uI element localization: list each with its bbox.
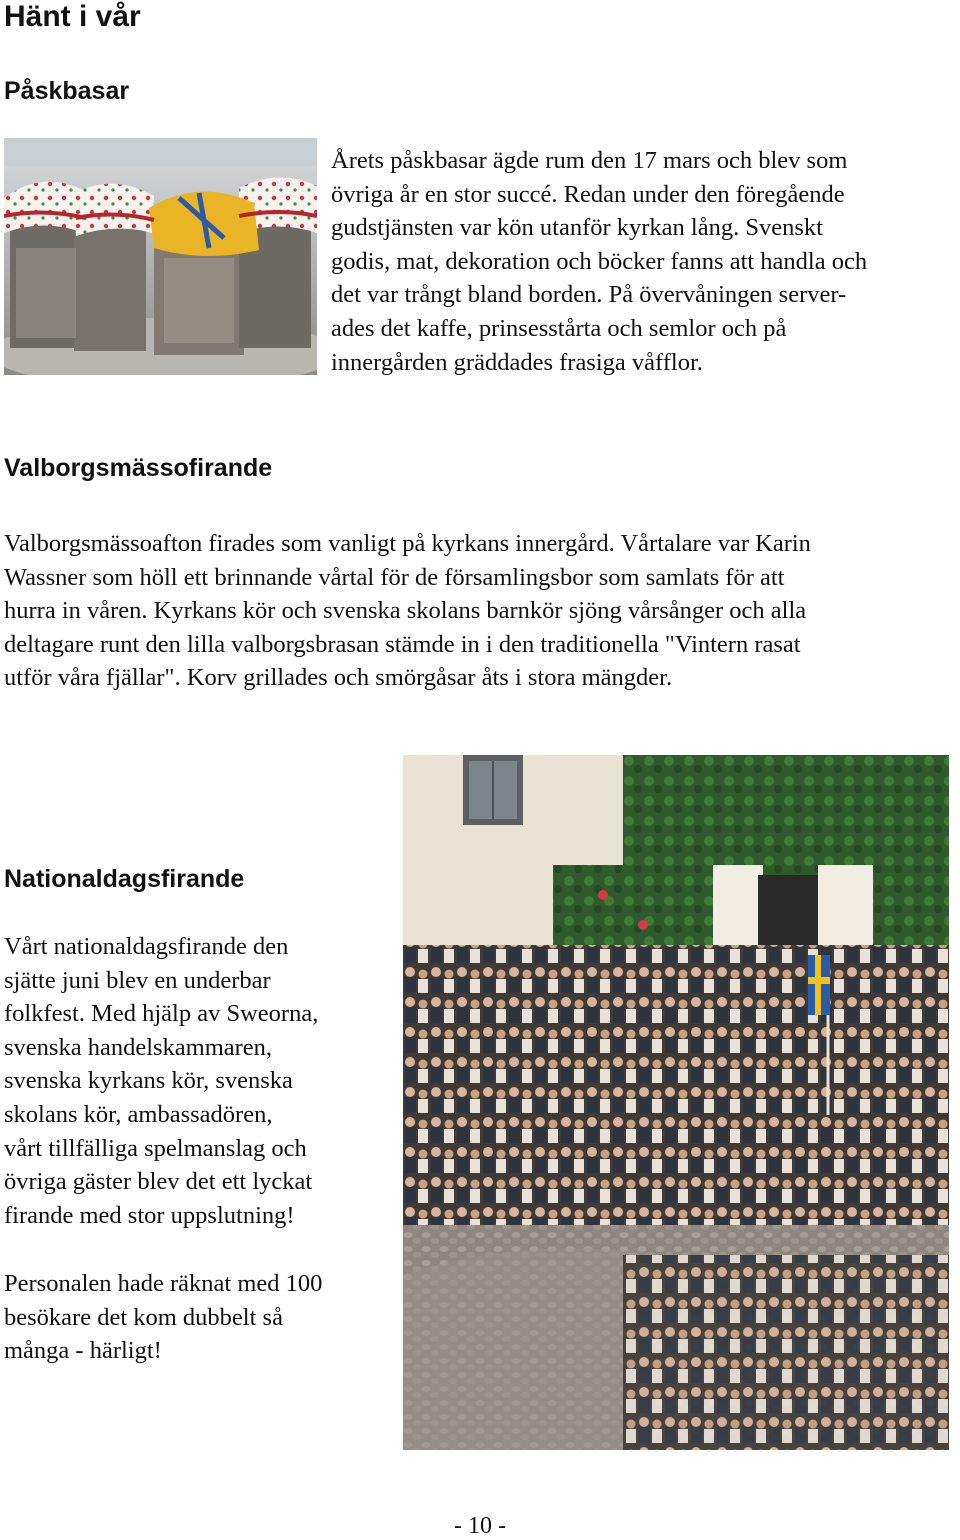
photo-easter-jars [4, 138, 317, 375]
page-number: - 10 - [454, 1513, 506, 1539]
nationaldag-text-1: Vårt nationaldagsfirande den sjätte juni blev en underbar folkfest. Med hjälp av Sweorna, svenska handelskammaren, svenska kyrkans kör, svenska skolans kör, ambassadören, vårt tillfälliga spelmanslag och övriga gäster blev det ett lyckat firande med stor uppslutning! [4, 933, 319, 1229]
nationaldag-text-2: Personalen hade räknat med 100 besökare det kom dubbelt så många - härligt! [4, 1270, 323, 1365]
paskbasar-text: Årets påskbasar ägde rum den 17 mars och blev som övriga år en stor succé. Redan under den föregående gudstjänsten var kön utanför kyrkan lång. Svenskt godis, mat, dekoration och böcker fanns att handla och det var trångt bland borden. På övervåningen server- ades det kaffe, prinsesstårta och semlor och på innergården gräddades frasiga våfflor. [331, 147, 868, 376]
section-title-valborg: Valborgsmässofirande [4, 454, 273, 482]
page-title: Hänt i vår [4, 0, 141, 33]
valborg-text: Valborgsmässoafton firades som vanligt på kyrkans innergård. Vårtalare var Karin Wassner som höll ett brinnande vårtal för de församlingsbor som samlats för att hurra in våren. Kyrkans kör och svenska skolans barnkör sjöng vårsånger och alla deltagare runt den lilla valborgsbrasan stämde in i den traditionella "Vintern rasat utför våra fjällar". Korv grillades och smörgåsar åts i stora mängder. [4, 530, 811, 692]
section-title-nationaldag: Nationaldagsfirande [4, 865, 245, 893]
section-title-paskbasar: Påskbasar [4, 77, 130, 105]
photo-national-day-crowd [403, 755, 949, 1450]
